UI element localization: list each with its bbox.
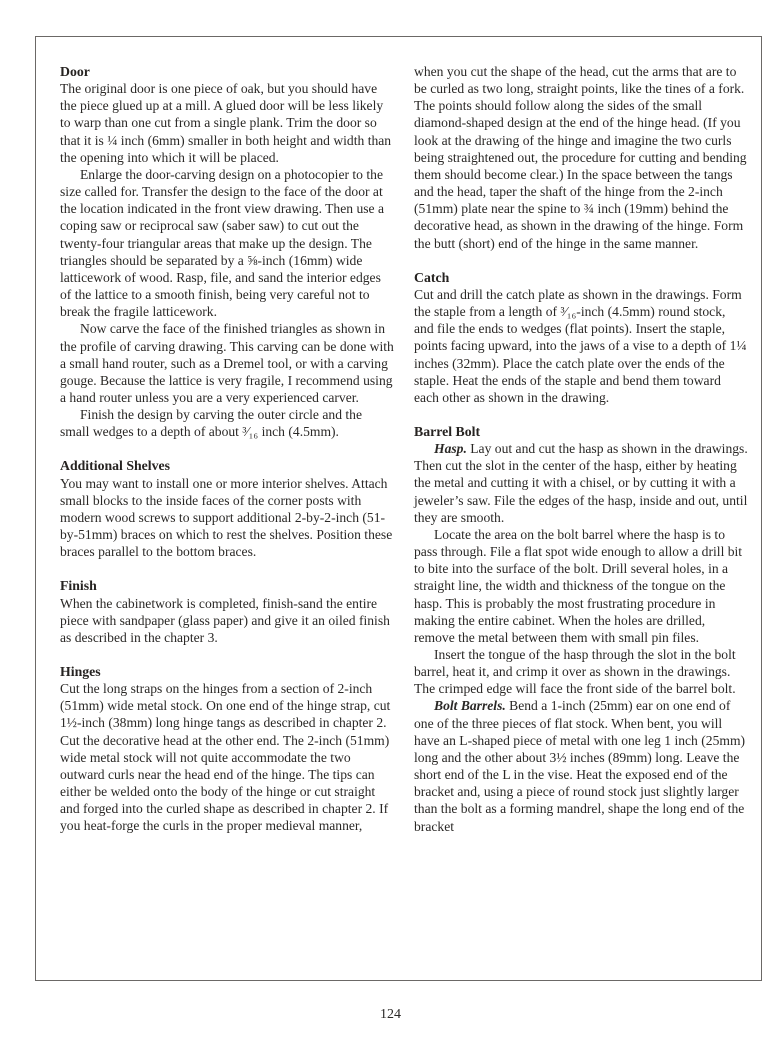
left-column	[60, 63, 394, 835]
page-number: 124	[380, 1007, 401, 1022]
paragraph-hasp	[414, 440, 748, 526]
paragraph: Locate the area on the bolt barrel where the hasp is to pass through. File a flat spot wide enough to allow a drill bit to bite into the surface of the bolt. Drill several holes, in a straight line, the width and thickness of the tongue on the hasp. This is probably the most frustrating procedure in making the entire cabinet. When the holes are drilled, remove the metal between them with small pin files.	[414, 526, 743, 645]
right-column	[414, 63, 748, 835]
paragraph: when you cut the shape of the head, cut the arms that are to be curled as two long, straight points, like the tines of a fork. The points should follow along the sides of the small diamond-shaped design at the end of the hinge head. (If you look at the drawing of the hinge and imagine the two curls being straightened out, the procedure for cutting and bending them should become clear.) In the space between the tangs and the head, taper the shaft of the hinge from the 2-inch (51mm) plate near the spine to ¾ inch (19mm) behind the decorative head, as shown in the drawing of the hinge. Form the butt (short) end of the hinge in the same manner.	[414, 64, 747, 251]
section-spacer	[60, 560, 394, 577]
section-hinges	[60, 663, 394, 835]
paragraph-bolt-barrels	[414, 697, 748, 834]
section-additional-shelves	[60, 457, 394, 560]
section-barrel-bolt	[414, 423, 748, 835]
section-spacer	[60, 440, 394, 457]
paragraph: Enlarge the door-carving design on a photocopier to the size called for. Transfer the design to the face of the door at the location indicated in the front view drawing. Then use a coping saw or reciprocal saw (saber saw) to cut out the twenty-four triangular areas that make up the design. The triangles should be separated by a ⅝-inch (16mm) wide latticework of wood. Rasp, file, and sand the interior edges of the lattice to a smooth finish, being very careful not to break the fragile latticework.	[60, 166, 385, 320]
runin-heading-hasp: Hasp.	[434, 441, 467, 457]
section-heading-hinges: Hinges	[60, 664, 101, 679]
paragraph: You may want to install one or more interior shelves. Attach small blocks to the inside faces of the corner posts with modern wood screws to support additional 2-by-2-inch (51-by-51mm) braces on which to rest the shelves. Position these braces parallel to the bottom braces.	[60, 475, 393, 560]
paragraph: Cut and drill the catch plate as shown in the drawings. Form the staple from a length of ³⁄₁₆-inch (4.5mm) round stock, and file the ends to wedges (flat points). Insert the staple, points facing upward, into the jaws of a vise to a depth of 1¼ inches (32mm). Place the catch plate over the ends of the staple. Heat the ends of the staple and bend them toward each other as shown in the drawing.	[414, 286, 747, 405]
section-finish	[60, 577, 394, 646]
paragraph: Finish the design by carving the outer circle and the small wedges to a depth of about ³⁄₁₆ inch (4.5mm).	[60, 407, 362, 440]
paragraph: The original door is one piece of oak, but you should have the piece glued up at a mill. A glued door will be less likely to warp than one cut from a single plank. Trim the door so that it is ¼ inch (6mm) smaller in both height and width than the opening into which it will be placed.	[60, 81, 392, 165]
section-catch	[414, 269, 748, 406]
paragraph-text: Bend a 1-inch (25mm) ear on one end of one of the three pieces of flat stock. When bent, you will have an L-shaped piece of metal with one leg 1 inch (25mm) long and the other about 3½ inches (89mm) long. Leave the short end of the L in the vise. Heat the exposed end of the bracket and, using a piece of round stock just slightly larger than the bolt as a forming mandrel, shape the long end of the bracket	[414, 698, 746, 834]
runin-heading-bolt-barrels: Bolt Barrels.	[434, 698, 506, 714]
section-heading-door: Door	[60, 64, 90, 79]
section-door	[60, 63, 394, 440]
section-spacer	[60, 646, 394, 663]
paragraph-text: Lay out and cut the hasp as shown in the drawings. Then cut the slot in the center of the hasp, either by heating the metal and cutting it with a chisel, or by cutting it with a jeweler’s saw. File the edges of the hasp, inside and out, until they are smooth.	[414, 441, 748, 525]
section-spacer	[414, 252, 748, 269]
section-spacer	[414, 406, 748, 423]
section-heading-additional-shelves: Additional Shelves	[60, 458, 171, 474]
paragraph: Insert the tongue of the hasp through the slot in the bolt barrel, heat it, and crimp it over as shown in the drawings. The crimped edge will face the front side of the barrel bolt.	[414, 647, 736, 697]
section-heading-finish: Finish	[60, 578, 97, 594]
paragraph: When the cabinetwork is completed, finish-sand the entire piece with sandpaper (glass paper) and give it an oiled finish as described in the chapter 3.	[60, 595, 390, 645]
paragraph: Cut the long straps on the hinges from a section of 2-inch (51mm) wide metal stock. On one end of the hinge strap, cut 1½-inch (38mm) long hinge tangs as described in chapter 2. Cut the decorative head at the other end. The 2-inch (51mm) wide metal stock will not quite accommodate the two outward curls near the head end of the hinge. The tips can either be welded onto the body of the hinge or cut straight and forged into the curled shape as described in chapter 2. If you heat-forge the curls in the proper medieval manner,	[60, 681, 391, 834]
section-hinges-continued	[414, 63, 748, 252]
section-heading-barrel-bolt: Barrel Bolt	[414, 423, 481, 439]
section-heading-catch: Catch	[414, 269, 450, 285]
paragraph: Now carve the face of the finished triangles as shown in the profile of carving drawing. This carving can be done with a small hand router, such as a Dremel tool, or with a carving gouge. Because the lattice is very fragile, I recommend using a hand router unless you are a very experienced carver.	[60, 321, 394, 405]
